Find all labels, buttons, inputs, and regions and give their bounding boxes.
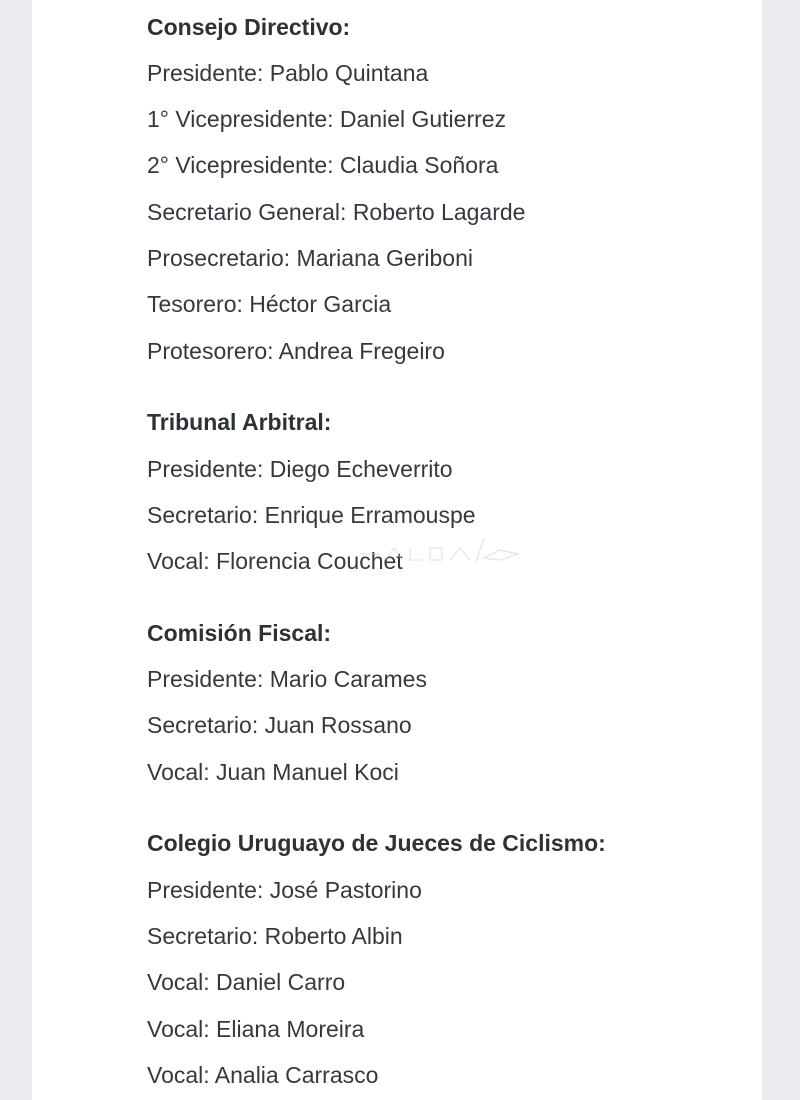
list-item: Secretario General: Roberto Lagarde [147, 199, 526, 225]
section-title-colegio-jueces: Colegio Uruguayo de Jueces de Ciclismo: [147, 830, 606, 856]
section-title-comision-fiscal: Comisión Fiscal: [147, 620, 332, 646]
list-item: Secretario: Enrique Erramouspe [147, 502, 476, 528]
list-item: 1° Vicepresidente: Daniel Gutierrez [147, 106, 507, 132]
list-item: Presidente: Pablo Quintana [147, 60, 429, 86]
list-item: Tesorero: Héctor Garcia [147, 291, 392, 317]
document-card [32, 0, 762, 1100]
list-item: Vocal: Juan Manuel Koci [147, 759, 399, 785]
list-item: Vocal: Analia Carrasco [147, 1062, 379, 1088]
list-item: Protesorero: Andrea Fregeiro [147, 338, 445, 364]
list-item: Presidente: Diego Echeverrito [147, 456, 453, 482]
section-title-consejo-directivo: Consejo Directivo: [147, 14, 351, 40]
section-title-tribunal-arbitral: Tribunal Arbitral: [147, 409, 332, 435]
list-item: Presidente: José Pastorino [147, 877, 422, 903]
list-item: 2° Vicepresidente: Claudia Soñora [147, 152, 499, 178]
list-item: Vocal: Florencia Couchet [147, 548, 403, 574]
list-item: Secretario: Juan Rossano [147, 712, 412, 738]
list-item: Vocal: Daniel Carro [147, 969, 346, 995]
list-item: Vocal: Eliana Moreira [147, 1016, 365, 1042]
list-item: Prosecretario: Mariana Geriboni [147, 245, 473, 271]
watermark-logo [350, 532, 530, 572]
list-item: Secretario: Roberto Albin [147, 923, 403, 949]
list-item: Presidente: Mario Carames [147, 666, 427, 692]
